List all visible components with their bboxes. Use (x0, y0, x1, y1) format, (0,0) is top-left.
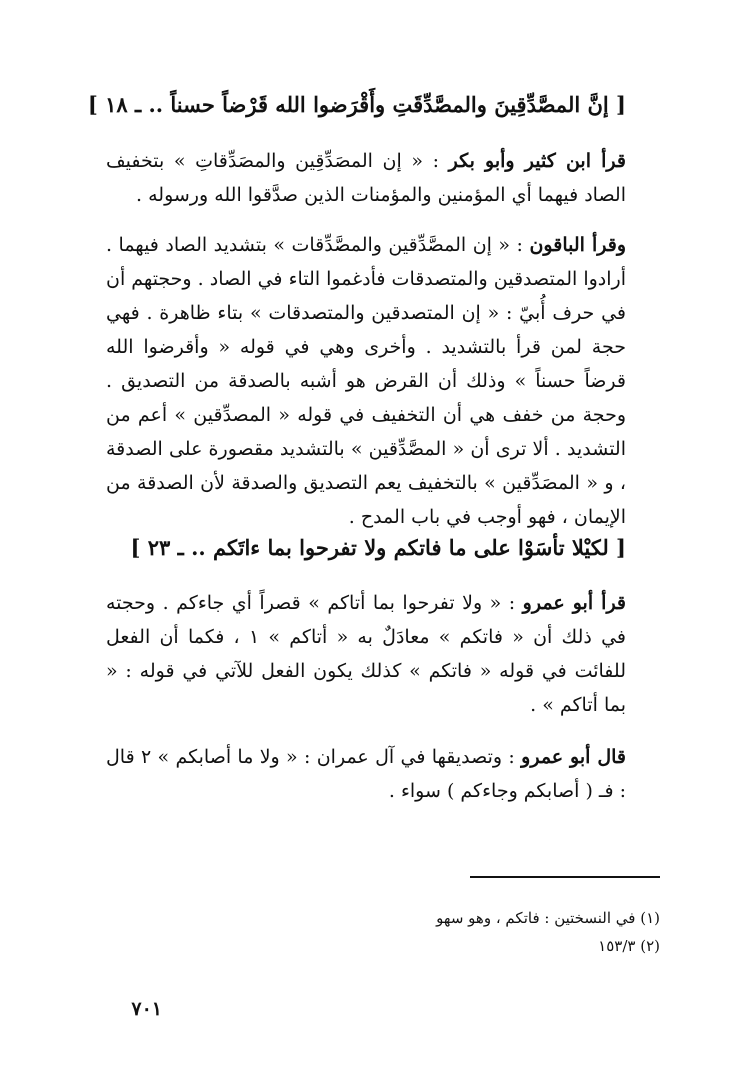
paragraph-text (106, 586, 626, 722)
paragraph-abu-amr-reading (106, 586, 626, 722)
reader-name: قرأ أبو عمرو (522, 592, 627, 614)
reader-name: قرأ ابن كثير وأبو بكر (448, 150, 626, 172)
footnote-2: (٢) ١٥٣/٣ (598, 937, 660, 955)
footnote-divider (470, 876, 660, 878)
paragraph-body: : وتصديقها في آل عمران : « ولا ما أصابكم » ٢ قال : فـ ( أصابكم وجاءكم ) سواء . (106, 746, 626, 802)
paragraph-abu-amr-said (106, 740, 626, 808)
paragraph-text (106, 144, 626, 212)
paragraph-text (106, 228, 626, 534)
reader-name: وقرأ الباقون (529, 234, 627, 256)
paragraph-text (106, 740, 626, 808)
verse-heading-18: [ إنَّ المصَّدِّقِينَ والمصَّدِّقَتِ وأَقْرَضوا الله قَرْضاً حسناً .. ـ ١٨ ] (87, 92, 626, 117)
footnotes (260, 904, 660, 960)
paragraph-the-rest (106, 228, 626, 534)
footnote-1: (١) في النسختين : فاتكم ، وهو سهو (436, 909, 660, 927)
paragraph-ibn-kathir (106, 144, 626, 212)
verse-heading-23: [ لكيْلا تأسَوْا على ما فاتكم ولا تفرحوا بما ءاتَكم .. ـ ٢٣ ] (130, 535, 626, 560)
paragraph-body: : « ولا تفرحوا بما أتاكم » قصراً أي جاءكم . وحجته في ذلك أن « فاتكم » معادَلٌ به « أتاكم » ١ ، فكما أن الفعل للفائت في قوله « فاتكم » كذلك يكون الفعل للآتي في قوله : « بما أتاكم » . (106, 592, 626, 716)
reader-name: قال أبو عمرو (521, 746, 626, 768)
page-number: ٧٠١ (131, 998, 162, 1020)
paragraph-body: : « إن المصَّدِّقين والمصَّدِّقات » بتشديد الصاد فيهما . أرادوا المتصدقين والمتصدقات فأدغموا التاء في الصاد . وحجتهم أن في حرف أُبيّ : « إن المتصدقين والمتصدقات » بتاء ظاهرة . فهي حجة لمن قرأ بالتشديد . وأخرى وهي في قوله « وأقرضوا الله قرضاً حسناً » وذلك أن القرض هو أشبه بالصدقة من التصديق . وحجة من خفف هي أن التخفيف في قوله « المصدِّقين » أعم من التشديد . ألا ترى أن « المصَّدِّقين » بالتشديد مقصورة على الصدقة ، و « المصَدِّقين » بالتخفيف يعم التصديق والصدقة لأن الصدقة من الإيمان ، فهو أوجب في باب المدح . (106, 234, 626, 528)
paragraph-body: : « إن المصَدِّقِين والمصَدِّقاتِ » بتخفيف الصاد فيهما أي المؤمنين والمؤمنات الذين صدَّقوا الله ورسوله . (106, 150, 626, 206)
